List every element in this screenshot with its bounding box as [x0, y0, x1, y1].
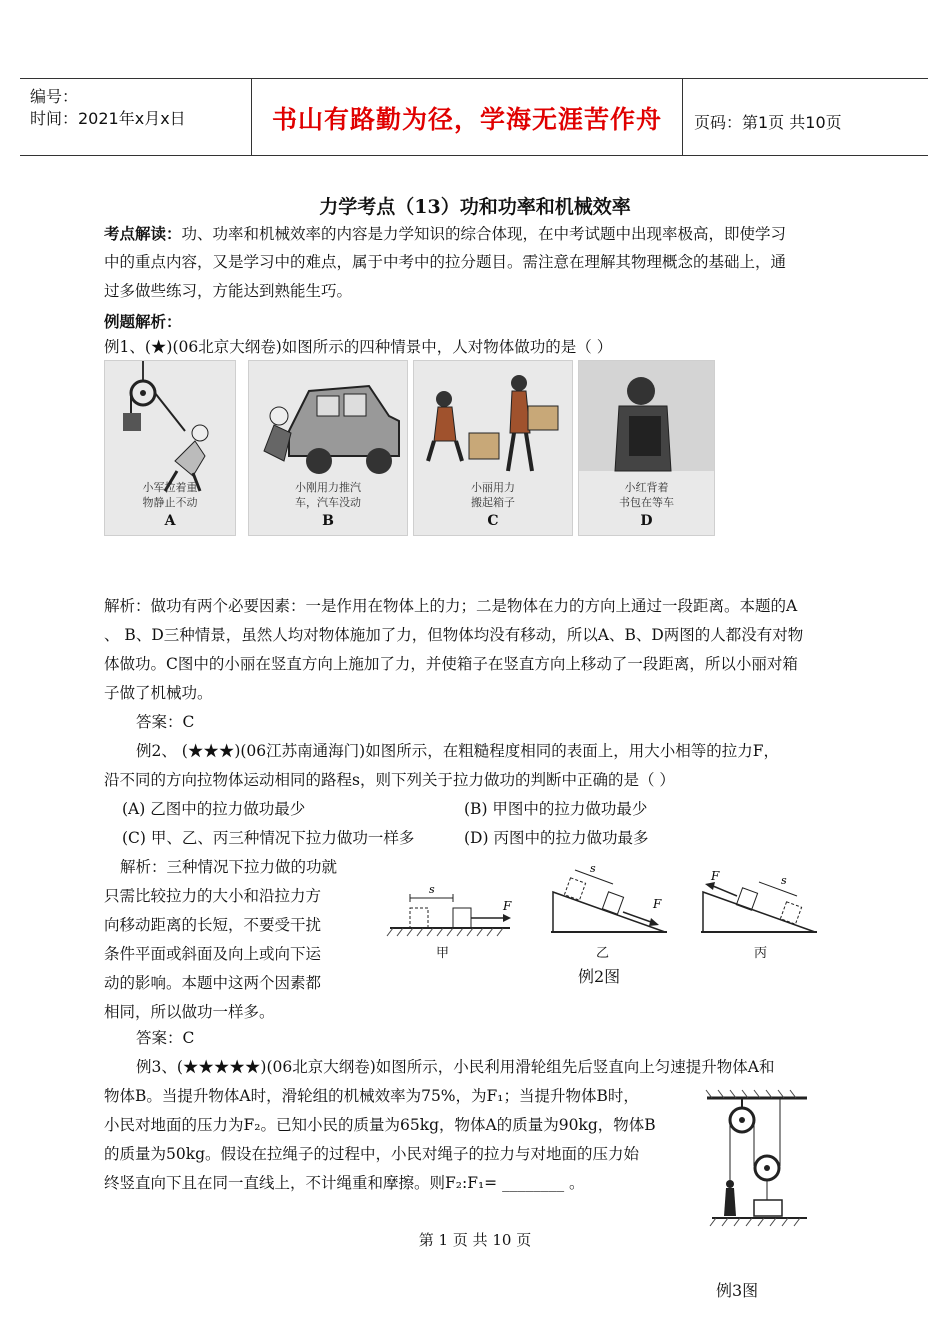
intro-label: 考点解读： [104, 224, 182, 243]
ex1-image-a-caption-1: 小军拉着重 [142, 481, 198, 494]
ex2-figure [385, 860, 825, 950]
ex1-image-d-letter: D [640, 513, 653, 529]
ex2-fig-label-yi: 乙 [596, 946, 610, 961]
ex3-line-3: 小民对地面的压力为F₂。已知小民的质量为65kg，物体A的质量为90kg，物体B [104, 1116, 656, 1134]
header-page-code: 页码：第1页 共10页 [694, 113, 842, 132]
ex1-image-a-caption-2: 物静止不动 [142, 496, 198, 509]
ex2-question-2: 沿不同的方向拉物体运动相同的路程s，则下列关于拉力做功的判断中正确的是（ ） [104, 771, 675, 789]
header-top-border [20, 78, 928, 79]
ex3-line-4: 的质量为50kg。假设在拉绳子的过程中，小民对绳子的拉力与对地面的压力始 [104, 1145, 640, 1163]
ex1-image-a-letter: A [164, 513, 176, 529]
intro-line-1 [104, 219, 864, 249]
examples-label: 例题解析： [104, 312, 182, 331]
ex2-question-1: 例2、 (★★★)(06江苏南通海门)如图所示，在粗糙程度相同的表面上，用大小相等的拉力F， [136, 742, 779, 760]
ex3-pulley-figure [702, 1088, 812, 1238]
header-slogan: 书山有路勤为径，学海无涯苦作舟 [271, 105, 662, 134]
fig-jia-f: F [503, 899, 512, 913]
fig-jia-s: s [429, 883, 435, 896]
header-bottom-border [20, 155, 928, 156]
fig-yi-s: s [590, 862, 596, 875]
ex2-analysis-3: 向移动距离的长短，不要受干扰 [104, 916, 322, 934]
ex3-line-5: 终竖直向下且在同一直线上，不计绳重和摩擦。则F₂:F₁= ________ 。 [104, 1174, 585, 1192]
ex2-analysis-6: 相同，所以做功一样多。 [104, 1003, 275, 1021]
ex1-image-c [413, 360, 573, 536]
ex1-image-c-caption-1: 小丽用力 [471, 481, 515, 494]
ex1-analysis-2: 、 B、D三种情景，虽然人均对物体施加了力，但物体均没有移动，所以A、B、D两图的人都没有对物 [104, 626, 804, 644]
ex2-answer: 答案：C [136, 1029, 195, 1047]
ex1-image-b-letter: B [322, 513, 334, 529]
ex2-analysis-1: 解析：三种情况下拉力做的功就 [120, 858, 338, 876]
fig-jia [387, 883, 512, 936]
ex1-analysis-3: 体做功。C图中的小丽在竖直方向上施加了力，并使箱子在竖直方向上移动了一段距离，所以小丽对箱 [104, 655, 798, 673]
ex1-image-d-caption-1: 小红背着 [624, 481, 669, 494]
ex2-fig-caption: 例2图 [578, 967, 621, 986]
ex2-option-d: (D) 丙图中的拉力做功最多 [464, 829, 649, 847]
ex2-option-b: (B) 甲图中的拉力做功最少 [464, 800, 648, 818]
fig-yi-f: F [653, 897, 662, 911]
page-footer: 第 1 页 共 10 页 [418, 1231, 532, 1249]
ex3-fig-caption: 例3图 [716, 1281, 759, 1300]
fig-bing [701, 869, 817, 932]
ex1-image-c-letter: C [487, 513, 499, 529]
ex2-option-a: (A) 乙图中的拉力做功最少 [122, 800, 306, 818]
fig-bing-f: F [711, 869, 720, 883]
fig-yi [551, 862, 667, 932]
ex2-fig-label-jia: 甲 [436, 946, 450, 961]
ex2-fig-label-bing: 丙 [754, 946, 768, 961]
ex1-analysis-4: 子做了机械功。 [104, 684, 213, 702]
intro-line-3: 过多做些练习，方能达到熟能生巧。 [104, 282, 353, 300]
ex1-image-b [248, 360, 408, 536]
ex1-analysis-1: 解析：做功有两个必要因素：一是作用在物体上的力；二是物体在力的方向上通过一段距离。本题的A [104, 597, 798, 615]
intro-text-1: 功、功率和机械效率的内容是力学知识的综合体现，在中考试题中出现率极高，即使学习 [181, 225, 787, 243]
intro-line-2: 中的重点内容，又是学习中的难点，属于中考中的拉分题目。需注意在理解其物理概念的基础上，通 [104, 253, 787, 271]
page-title: 力学考点（13）功和功率和机械效率 [319, 196, 631, 218]
ex1-image-d [578, 360, 715, 536]
ex1-image-b-caption-1: 小刚用力推汽 [295, 481, 361, 494]
ex1-question: 例1、(★)(06北京大纲卷)如图所示的四种情景中，人对物体做功的是（ ） [104, 338, 613, 356]
fig-bing-s: s [781, 874, 787, 887]
ex3-line-1: 例3、(★★★★★)(06北京大纲卷)如图所示，小民利用滑轮组先后竖直向上匀速提升物体A和 [136, 1058, 775, 1076]
header-divider-2 [682, 78, 683, 156]
header-time: 时间：2021年x月x日 [30, 109, 186, 128]
ex1-image-a [104, 360, 236, 536]
ex2-analysis-2: 只需比较拉力的大小和沿拉力方 [104, 887, 322, 905]
ex1-image-d-caption-2: 书包在等车 [619, 496, 674, 509]
ex2-analysis-4: 条件平面或斜面及向上或向下运 [104, 945, 322, 963]
ex2-analysis-5: 动的影响。本题中这两个因素都 [104, 974, 322, 992]
header-serial: 编号： [30, 87, 79, 106]
ex1-answer: 答案：C [136, 713, 195, 731]
ex1-image-c-caption-2: 搬起箱子 [471, 496, 515, 509]
ex1-image-b-caption-2: 车，汽车没动 [295, 496, 361, 509]
ex2-option-c: (C) 甲、乙、丙三种情况下拉力做功一样多 [122, 829, 415, 847]
ex3-line-2: 物体B。当提升物体A时，滑轮组的机械效率为75%，为F₁；当提升物体B时， [104, 1087, 639, 1105]
